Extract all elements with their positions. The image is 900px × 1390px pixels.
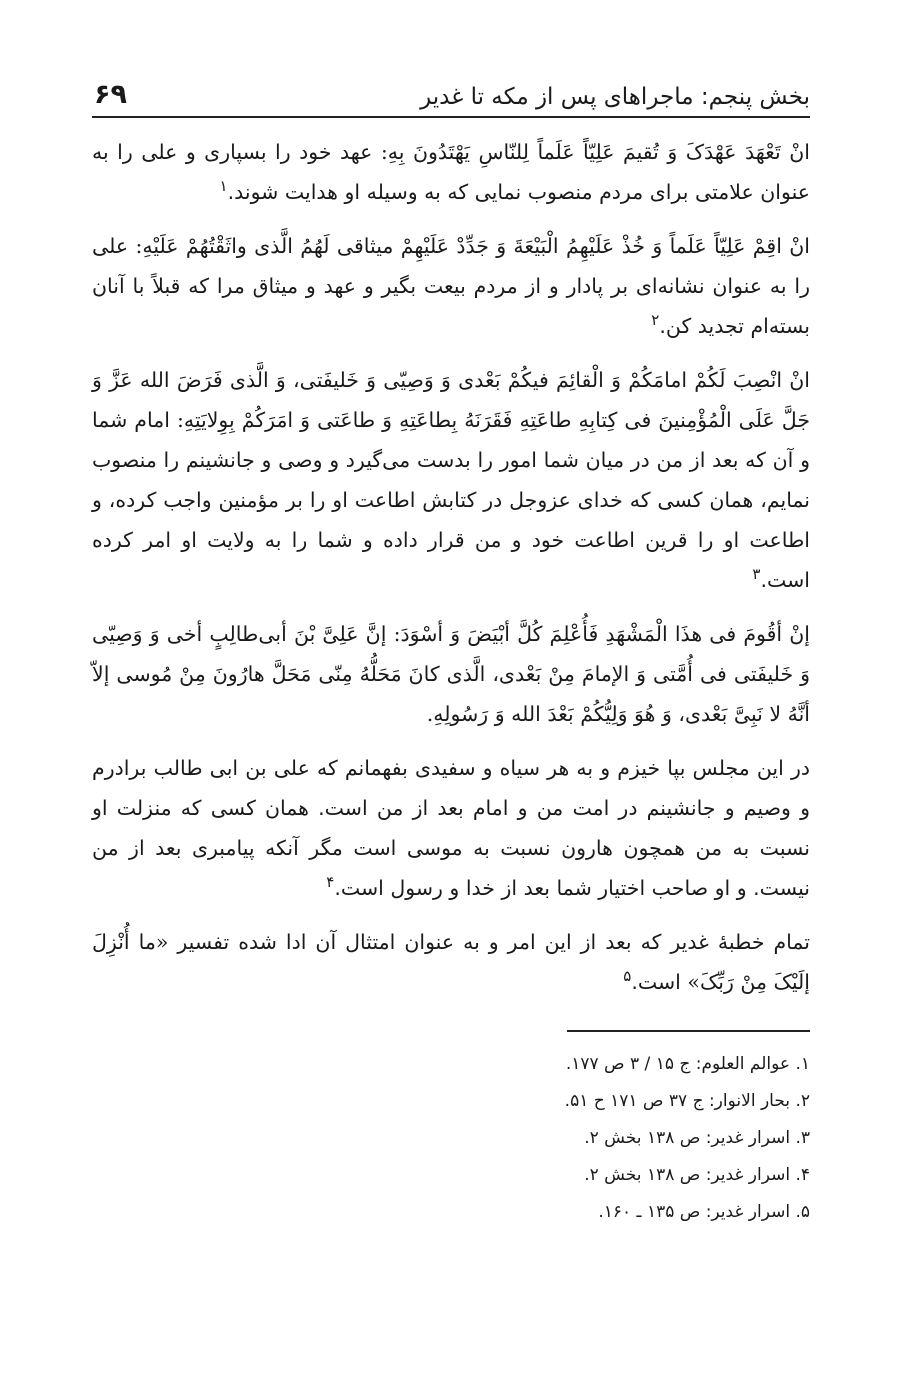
footnote-item: ۵. اسرار غدیر: ص ۱۳۵ ـ ۱۶۰. [598, 1202, 810, 1222]
arabic-quote: انْ انْصِبَ لَکُمْ امامَکُمْ وَ الْقائِمَ فیکُمْ بَعْدی وَ وَصِیّی وَ خَلیفَتی، وَ الَّذی فَرَضَ الله عَزَّ وَ جَلَّ عَلَی الْمُؤْمِنینَ فی کِتابِهِ طاعَتِهِ فَقَرَنَهُ بِطاعَتِهِ وَ طاعَتی وَ امَرَکُمْ بِوِلایَتِهِ: [92, 368, 810, 432]
footnote-ref[interactable]: ۲ [651, 311, 660, 330]
paragraph-translation [92, 748, 810, 908]
persian-translation: امام شما و آن که بعد از من در میان شما امور را بدست می‌گیرد و وصی و جانشینم را منصوب نمایم، همان کسی که خدای عزوجل در کتابش اطاعت او را بر مؤمنین واجب کرده، و اطاعت او را قرین اطاعت خود و من قرار داده و شما را به ولایت او امر کرده است. [92, 408, 810, 592]
footnote-list [92, 1046, 810, 1231]
translation-text: در این مجلس بپا خیزم و به هر سیاه و سفیدی بفهمانم که علی بن ابی طالب برادرم و وصیم و جانشینم در امت من و امام بعد از من است. همان کسی که منزلت او نسبت به من همچون هارون نسبت به موسی است مگر آنکه پیامبری بعد از من نیست. و او صاحب اختیار شما بعد از خدا و رسول است. [92, 756, 810, 900]
arabic-block: إنْ أقُومَ فی هذَا الْمَشْهَدِ فَأُعْلِمَ کُلَّ أبْیَضَ وَ أسْوَدَ: إنَّ عَلِیَّ بْنَ أبی‌طالِبٍ أخی وَ وَصِیّی وَ خَلیفَتی فی أُمَّتی وَ الإمامَ مِنْ بَعْدی، الَّذی کانَ مَحَلُّهُ مِنّی مَحَلَّ هارُونَ مِنْ مُوسی إلاّ أنَّهُ لا نَبِیَّ بَعْدی، وَ هُوَ وَلِیُّکُمْ بَعْدَ الله وَ رَسُولِهِ. [92, 622, 810, 726]
running-header [92, 64, 810, 118]
footnote-ref[interactable]: ۱ [219, 177, 228, 196]
footnote-ref[interactable]: ۵ [623, 967, 632, 986]
closing-text: تمام خطبهٔ غدیر که بعد از این امر و به عنوان امتثال آن ادا شده تفسیر [168, 930, 810, 954]
footnote-item: ۲. بحار الانوار: ج ۳۷ ص ۱۷۱ ح ۵۱. [564, 1091, 810, 1111]
persian-translation: علی را به عنوان نشانه‌ای بر پادار و از مردم بیعت بگیر و عهد و میثاق مرا که قبلاً با آنان بسته‌ام تجدید کن. [92, 234, 810, 338]
footnote-item: ۱. عوالم العلوم: ج ۱۵ / ۳ ص ۱۷۷. [565, 1054, 810, 1074]
footnote-ref[interactable]: ۳ [752, 565, 761, 584]
closing-end: است. [631, 970, 688, 994]
footnote-item: ۴. اسرار غدیر: ص ۱۳۸ بخش ۲. [584, 1165, 810, 1185]
paragraph-1 [92, 132, 810, 212]
footnote-divider [567, 1030, 810, 1032]
paragraph-3 [92, 360, 810, 600]
arabic-quote: انْ تَعْهَدَ عَهْدَکَ وَ تُقیمَ عَلِیّاً عَلَماً لِلنّاسِ یَهْتَدُونَ بِهِ: [380, 140, 810, 164]
footnote-item: ۳. اسرار غدیر: ص ۱۳۸ بخش ۲. [584, 1128, 810, 1148]
page-body [92, 132, 810, 1002]
persian-translation: عهد خود را بسپاری و علی را به عنوان علامتی برای مردم منصوب نمایی که به وسیله او هدایت شوند. [92, 140, 810, 204]
chapter-title: بخش پنجم: ماجراهای پس از مکه تا غدیر [420, 84, 810, 110]
arabic-quote: انْ اقِمْ عَلِیّاً عَلَماً وَ خُذْ عَلَیْهِمُ الْبَیْعَةَ وَ جَدِّدْ عَلَیْهِمْ میثاقی لَهُمُ الَّذی واثَقْتُهُمْ عَلَیْهِ: [135, 234, 811, 258]
quran-quote: «ما أُنْزِلَ إلَیْکَ مِنْ رَبِّکَ» [92, 930, 810, 994]
footnote-ref[interactable]: ۴ [326, 873, 335, 892]
paragraph-2 [92, 226, 810, 346]
paragraph-closing [92, 922, 810, 1002]
book-page [92, 64, 810, 1231]
page-number: ۶۹ [94, 79, 127, 110]
